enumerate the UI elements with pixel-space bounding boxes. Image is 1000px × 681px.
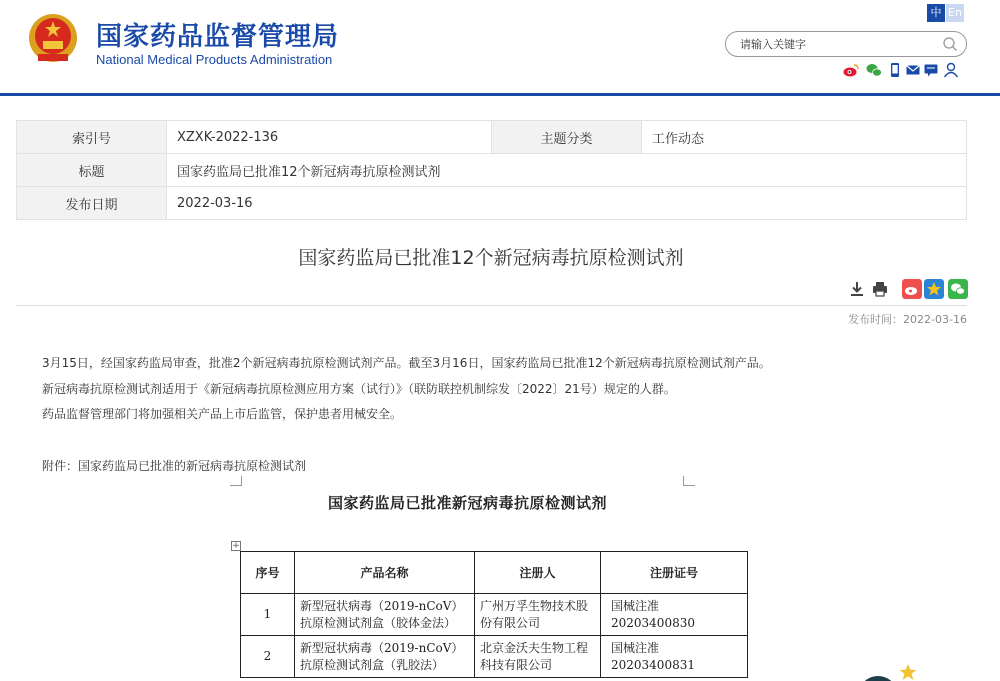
article-divider — [16, 305, 967, 306]
col-header-name: 产品名称 — [295, 552, 475, 594]
product-table — [240, 551, 748, 678]
share-weibo-icon[interactable] — [902, 279, 922, 299]
col-header-cert: 注册证号 — [601, 552, 748, 594]
emblem-icon — [28, 12, 78, 64]
site-title-en[interactable]: National Medical Products Administration — [96, 52, 333, 67]
row-registrant: 广州万孚生物技术股份有限公司 — [475, 594, 601, 636]
weibo-icon[interactable] — [843, 62, 859, 78]
info-table — [16, 120, 967, 220]
message-icon[interactable] — [923, 62, 939, 78]
row-no: 1 — [241, 594, 295, 636]
article-title: 国家药监局已批准12个新冠病毒抗原检测试剂 — [298, 247, 684, 269]
attachment-line: 附件：国家药监局已批准的新冠病毒抗原检测试剂 — [42, 459, 307, 473]
attachment-title: 国家药监局已批准新冠病毒抗原检测试剂 — [327, 494, 607, 512]
row-no: 2 — [241, 636, 295, 678]
index-value: XZXK-2022-136 — [167, 121, 492, 154]
row-cert: 国械注准 20203400830 — [601, 594, 748, 636]
paragraph-1: 3月15日，经国家药监局审查，批准2个新冠病毒抗原检测试剂产品。截至3月16日，国家药监局已批准12个新冠病毒抗原检测试剂产品。 — [42, 356, 771, 370]
doc-corner-right — [683, 476, 695, 486]
lang-en-button[interactable]: En — [946, 4, 964, 22]
search-icon[interactable] — [942, 36, 958, 52]
index-label: 索引号 — [17, 121, 167, 154]
title-value: 国家药监局已批准12个新冠病毒抗原检测试剂 — [167, 154, 967, 187]
date-label: 发布日期 — [17, 187, 167, 220]
site-header — [0, 0, 1000, 93]
table-row — [241, 594, 748, 636]
category-value: 工作动态 — [642, 121, 967, 154]
col-header-no: 序号 — [241, 552, 295, 594]
table-header-row — [241, 552, 748, 594]
share-wechat-icon[interactable] — [948, 279, 968, 299]
wechat-icon[interactable] — [866, 62, 882, 78]
row-product-name: 新型冠状病毒（2019-nCoV）抗原检测试剂盒（胶体金法） — [295, 594, 475, 636]
row-cert: 国械注准 20203400831 — [601, 636, 748, 678]
col-header-registrant: 注册人 — [475, 552, 601, 594]
user-icon[interactable] — [943, 62, 959, 78]
download-icon[interactable] — [848, 280, 866, 298]
share-qzone-icon[interactable] — [924, 279, 944, 299]
publish-time: 发布时间：2022-03-16 — [848, 313, 967, 326]
table-expand-icon[interactable]: + — [232, 541, 240, 551]
site-title-cn[interactable]: 国家药品监督管理局 — [96, 22, 340, 52]
title-label: 标题 — [17, 154, 167, 187]
header-divider — [0, 93, 1000, 96]
row-registrant: 北京金沃夫生物工程科技有限公司 — [475, 636, 601, 678]
paragraph-2: 新冠病毒抗原检测试剂适用于《新冠病毒抗原检测应用方案（试行）》（联防联控机制综发〔2022〕21号）规定的人群。 — [42, 382, 676, 396]
mobile-icon[interactable] — [887, 62, 903, 78]
floating-widget[interactable] — [858, 676, 898, 681]
search-box — [725, 31, 967, 57]
category-label: 主题分类 — [492, 121, 642, 154]
search-input[interactable] — [740, 36, 940, 52]
lang-zh-button[interactable]: 中 — [927, 4, 945, 22]
date-value: 2022-03-16 — [167, 187, 967, 220]
row-product-name: 新型冠状病毒（2019-nCoV）抗原检测试剂盒（乳胶法） — [295, 636, 475, 678]
paragraph-3: 药品监督管理部门将加强相关产品上市后监管，保护患者用械安全。 — [42, 407, 403, 421]
doc-corner-left — [230, 476, 242, 486]
floating-star-icon[interactable] — [898, 664, 918, 681]
print-icon[interactable] — [871, 280, 889, 298]
mail-icon[interactable] — [905, 62, 921, 78]
table-row — [241, 636, 748, 678]
